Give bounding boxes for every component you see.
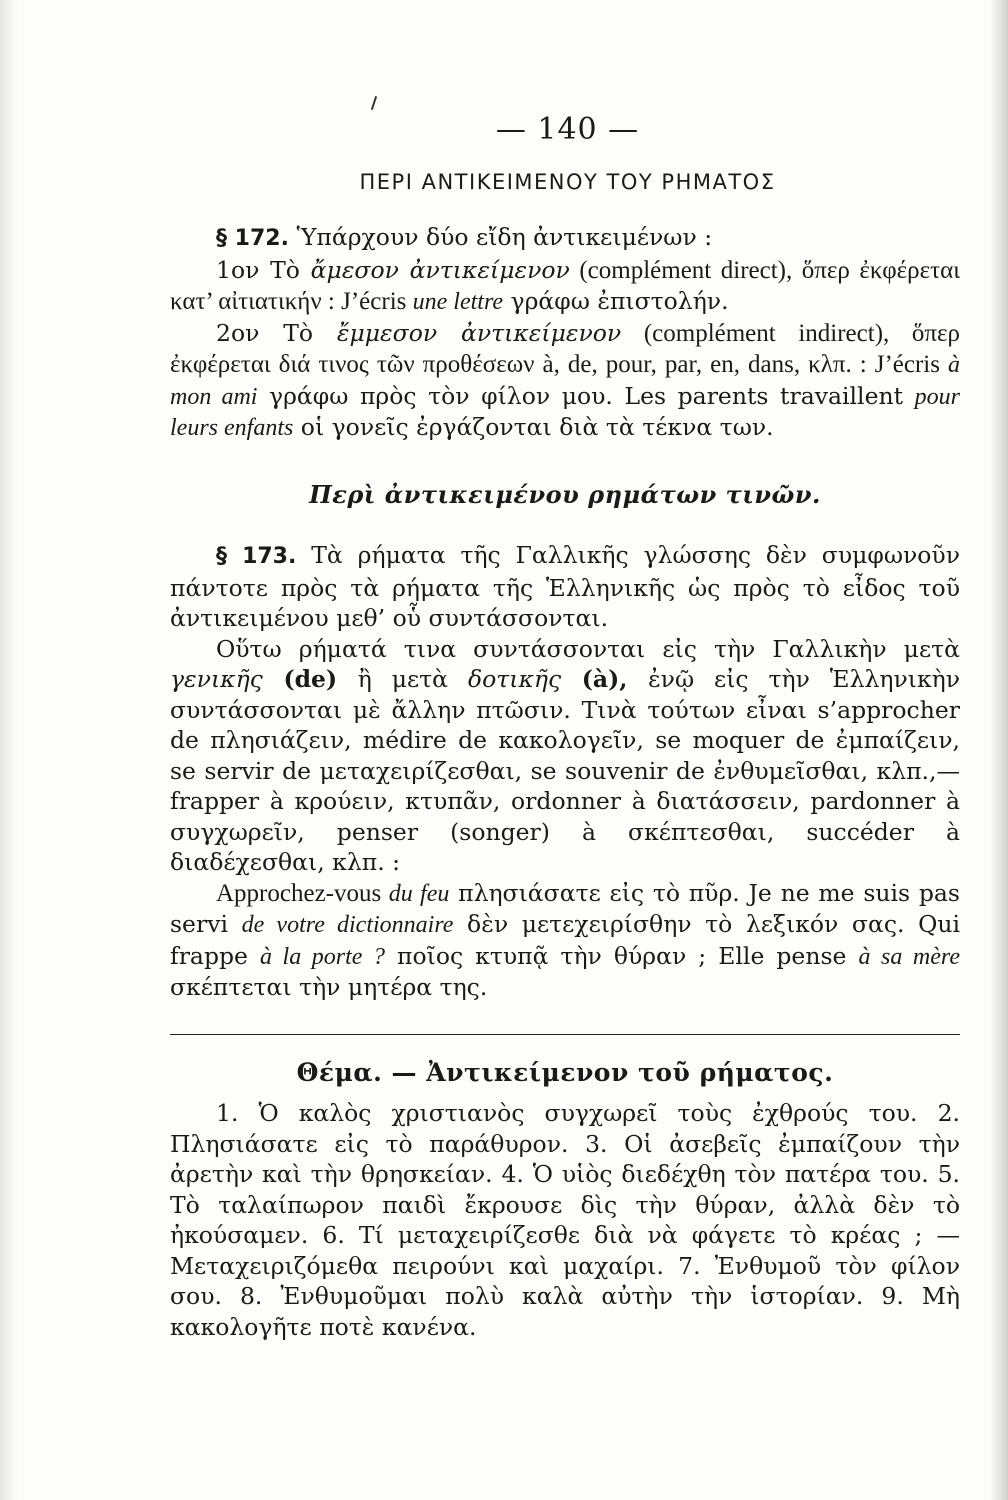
text-run: Τὰ ρήματα τῆς Γαλλικῆς γλώσσης δὲν συμφωνοῦν πάντοτε πρὸς τὰ ρήματα τῆς Ἑλληνικῆς ὡς πρὸς τὸ εἶδος τοῦ ἀντικειμένου μεθ’ οὗ συντάσσονται. — [170, 541, 960, 632]
exercise-text: 1. Ὁ καλὸς χριστιανὸς συγχωρεῖ τοὺς ἐχθρούς του. 2. Πλησιάσατε εἰς τὸ παράθυρον. 3. Οἱ ἀσεβεῖς ἐμπαίζουν τὴν ἀρετὴν καὶ τὴν θρησκείαν. 4. Ὁ υἱὸς διεδέχθη τὸν πατέρα του. 5. Τὸ ταλαίπωρον παιδὶ ἔκρουσε δὶς τὴν θύραν, ἀλλὰ δὲν τὸ ἠκούσαμεν. 6. Τί μεταχειρίζεσθε διὰ νὰ φάγετε τὸ κρέας ; — Μεταχειριζόμεθα πειρούνι καὶ μαχαίρι. 7. Ἐνθυμοῦ τὸν φίλον σου. 8. Ἐνθυμοῦμαι πολὺ καλὰ αὐτὴν τὴν ἱστορίαν. 9. Μὴ κακολογῆτε ποτὲ κανένα. — [170, 1099, 960, 1341]
section-172-intro-text: Ὑπάρχουν δύο εἴδη ἀντικειμένων : — [296, 223, 713, 251]
section-title: ΠΕΡΙ ΑΝΤΙΚΕΙΜΕΝΟΥ ΤΟΥ ΡΗΜΑΤΟΣ — [359, 170, 776, 194]
direct-object-paragraph — [170, 255, 960, 318]
indirect-object-paragraph — [170, 318, 960, 444]
exercise-text-block — [170, 1098, 960, 1342]
section-173-paragraph-2 — [170, 634, 960, 878]
preposition-de: (de) — [262, 665, 358, 693]
section-173-paragraph-1 — [170, 540, 960, 634]
text-run: (complément indirect), ὅπερ ἐκφέρεται διά τινος τῶν προθέσεων à, de, pour, par, en, dans, κλπ. : J’écris — [170, 319, 960, 378]
section-173 — [170, 540, 960, 1003]
section-173-examples — [170, 878, 960, 1003]
section-172-number: § 172. — [216, 226, 289, 251]
text-run: γράφω ἐπιστολήν. — [503, 287, 729, 315]
exercise-heading: Θέμα. — Ἀντικείμενον τοῦ ρήματος. — [296, 1058, 834, 1087]
example-french: à sa mère — [858, 943, 961, 970]
text-run: ποῖος κτυπᾷ τὴν θύραν ; Elle pense — [384, 941, 859, 970]
example-french: pour leurs enfants — [170, 383, 960, 441]
text-run: δὲν μετεχειρίσθην τὸ λεξικόν σας. Qui frappe — [170, 910, 961, 970]
text-run: ἐνῷ εἰς τὴν Ἑλληνικὴν συντάσσονται μὲ ἄλλην πτῶσιν. Τινὰ τούτων εἶναι s’approcher de πλησιάζειν, médire de κακολογεῖν, se moquer de ἐμπαίζειν, se servir de μεταχειρίζεσθαι, se souvenir de ἐνθυμεῖσθαι, κλπ.,— frapper à κρούειν, κτυπᾶν, ordonner à διατάσσειν, pardonner à συγχωρεῖν, penser (songer) à σκέπτεσθαι, succéder à διαδέχεσθαι, κλπ. : — [170, 665, 961, 876]
example-french: à mon ami — [170, 352, 960, 410]
text-run: 2ον Τὸ — [216, 318, 337, 347]
section-172 — [170, 222, 960, 444]
preposition-a: (à), — [561, 665, 649, 693]
text-run: Οὕτω ρήματά τινα συντάσσονται εἰς τὴν Γαλλικὴν μετὰ — [216, 634, 960, 663]
term-genitive: γενικῆς — [170, 665, 263, 693]
term-indirect-object: ἔμμεσον ἀντικείμενον — [336, 318, 622, 347]
example-french: du feu — [388, 880, 450, 907]
section-173-number: § 173. — [216, 544, 297, 569]
stray-ink-mark — [371, 96, 377, 110]
text-run: 1ον Τὸ — [216, 255, 311, 284]
example-french: à la porte ? — [259, 943, 385, 970]
term-direct-object: ἄμεσον ἀντικείμενον — [310, 255, 570, 284]
text-run: ἢ μετὰ — [357, 665, 468, 693]
text-run: οἱ γονεῖς ἐργάζονται διὰ τὰ τέκνα των. — [293, 413, 774, 441]
scan-shadow-left — [0, 0, 18, 1500]
text-run: πλησιάσατε εἰς τὸ πῦρ. Je ne me suis pas servi — [170, 878, 960, 938]
text-run: γράφω πρὸς τὸν φίλον μου. Les parents travaillent — [257, 381, 915, 410]
horizontal-rule — [170, 1034, 960, 1035]
sub-heading: Περὶ ἀντικειμένου ρημάτων τινῶν. — [309, 480, 821, 509]
section-172-intro — [170, 222, 960, 255]
term-dative: δοτικῆς — [467, 665, 562, 693]
scan-shadow-right — [990, 0, 1008, 1500]
page-number: — 140 — — [495, 112, 640, 147]
example-french: de votre dictionnaire — [241, 912, 454, 938]
text-run: σκέπτεται τὴν μητέρα της. — [170, 973, 488, 1001]
example-french: une lettre — [412, 289, 504, 315]
text-run: Approchez-vous — [216, 879, 389, 907]
text-run: (complément direct), ὅπερ ἐκφέρεται κατ’ αἰτιατικήν : J’écris — [170, 256, 960, 315]
